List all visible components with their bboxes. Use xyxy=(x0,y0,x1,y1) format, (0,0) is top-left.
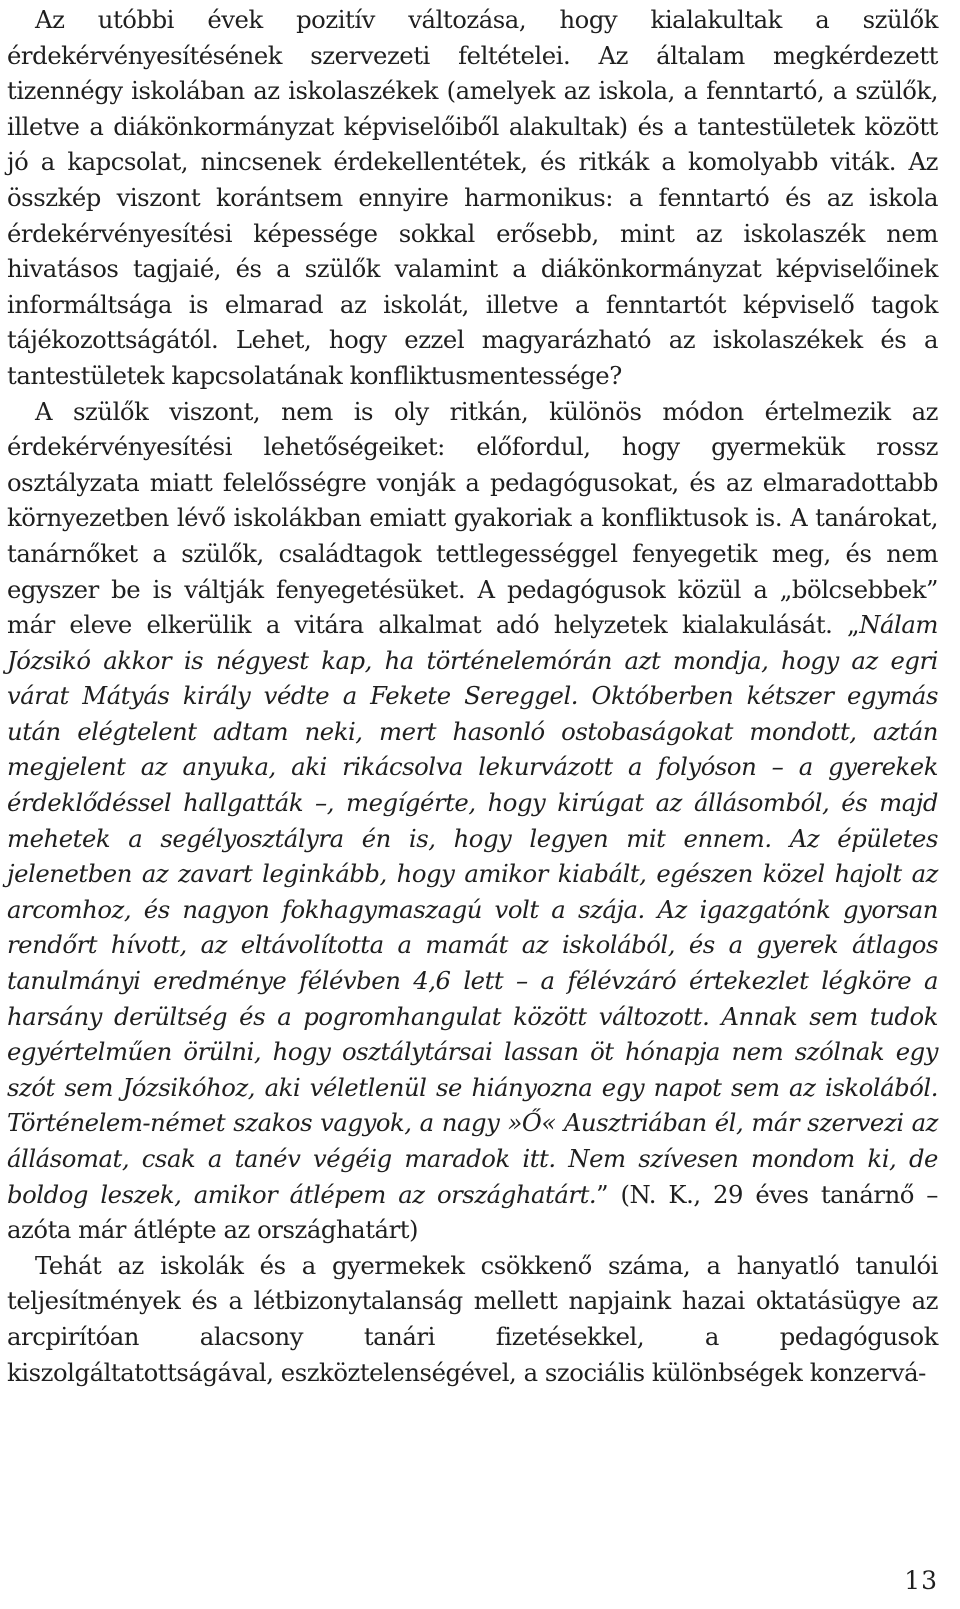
paragraph-text: Tehát az iskolák és a gyermekek csökkenő száma, a hanyatló tanulói teljesítmények és a létbizonytalanság mellett napjaink hazai oktatásügye az arcpirítóan alacsony tanári fizetésekkel, a pedagógusok kiszolgáltatottságával, eszköztelenségével, a szociális különbségek konzervá- xyxy=(7,1250,938,1387)
page-number: 13 xyxy=(904,1566,938,1595)
paragraph-parents-conflicts xyxy=(7,394,938,1248)
teacher-quote: Nálam Józsikó akkor is négyest kap, ha történelemórán azt mondja, hogy az egri várat Mátyás király védte a Fekete Sereggel. Októberben kétszer egymás után elégtelent adtam neki, mert hasonló ostobaságokat mondott, aztán megjelent az anyuka, aki rikácsolva lekurvázott a folyóson – a gyerekek érdeklődéssel hallgatták –, megígérte, hogy kirúgat az állásomból, és majd mehetek a segélyosztályra én is, hogy legyen mit ennem. Az épületes jelenetben az zavart leginkább, hogy amikor kiabált, egészen közel hajolt az arcomhoz, és nagyon fokhagymaszagú volt a szája. Az igazgatónk gyorsan rendőrt hívott, az eltávolította a mamát az iskolából, és a gyerek átlagos tanulmányi eredménye félévben 4,6 lett – a félévzáró értekezlet légköre a harsány derültség és a pogromhangulat között változott. Annak sem tudok egyértelműen örülni, hogy osztálytársai lassan öt hónapja nem szólnak egy szót sem Józsikóhoz, aki véletlenül se hiányozna egy napot sem az iskolából. Történelem-német szakos vagyok, a nagy »Ő« Ausztriában él, már szervezi az állásomat, csak a tanév végéig maradok itt. Nem szívesen mondom ki, de boldog leszek, amikor átlépem az országhatárt. xyxy=(7,610,938,1209)
paragraph-text: A szülők viszont, nem is oly ritkán, különös módon értelmezik az érdekérvényesítési lehetőségeiket: előfordul, hogy gyermekük rossz osztályzata miatt felelősségre vonják a pedagógusokat, és az elmaradottabb környezetben lévő iskolákban emiatt gyakoriak a konfliktusok is. A tanárokat, tanárnőket a szülők, családtagok tettlegességgel fenyegetik meg, és nem egyszer be is váltják fenyegetésüket. A pedagógusok közül a „bölcsebbek” már eleve elkerülik a vitára alkalmat adó helyzetek kialakulását. „ xyxy=(7,396,938,640)
paragraph-conclusion xyxy=(7,1248,938,1390)
quote-attribution: ” (N. K., 29 éves tanárnő – azóta már átlépte az országhatárt) xyxy=(7,1179,938,1245)
page-body xyxy=(7,2,938,1390)
paragraph-text: Az utóbbi évek pozitív változása, hogy kialakultak a szülők érdekérvényesítésének szervezeti feltételei. Az általam megkérdezett tizennégy iskolában az iskolaszékek (amelyek az iskola, a fenntartó, a szülők, illetve a diákönkormányzat képviselőiből alakultak) és a tantestületek között jó a kapcsolat, nincsenek érdekellentétek, és ritkák a komolyabb viták. Az összkép viszont korántsem ennyire harmonikus: a fenntartó és az iskola érdekérvényesítési képessége sokkal erősebb, mint az iskolaszék nem hivatásos tagjaié, és a szülők valamint a diákönkormányzat képviselőinek informáltsága is elmarad az iskolát, illetve a fenntartót képviselő tagok tájékozottságától. Lehet, hogy ezzel magyarázható az iskolaszékek és a tantestületek kapcsolatának konfliktusmentessége? xyxy=(7,5,938,390)
paragraph-parents-interest xyxy=(7,2,938,394)
